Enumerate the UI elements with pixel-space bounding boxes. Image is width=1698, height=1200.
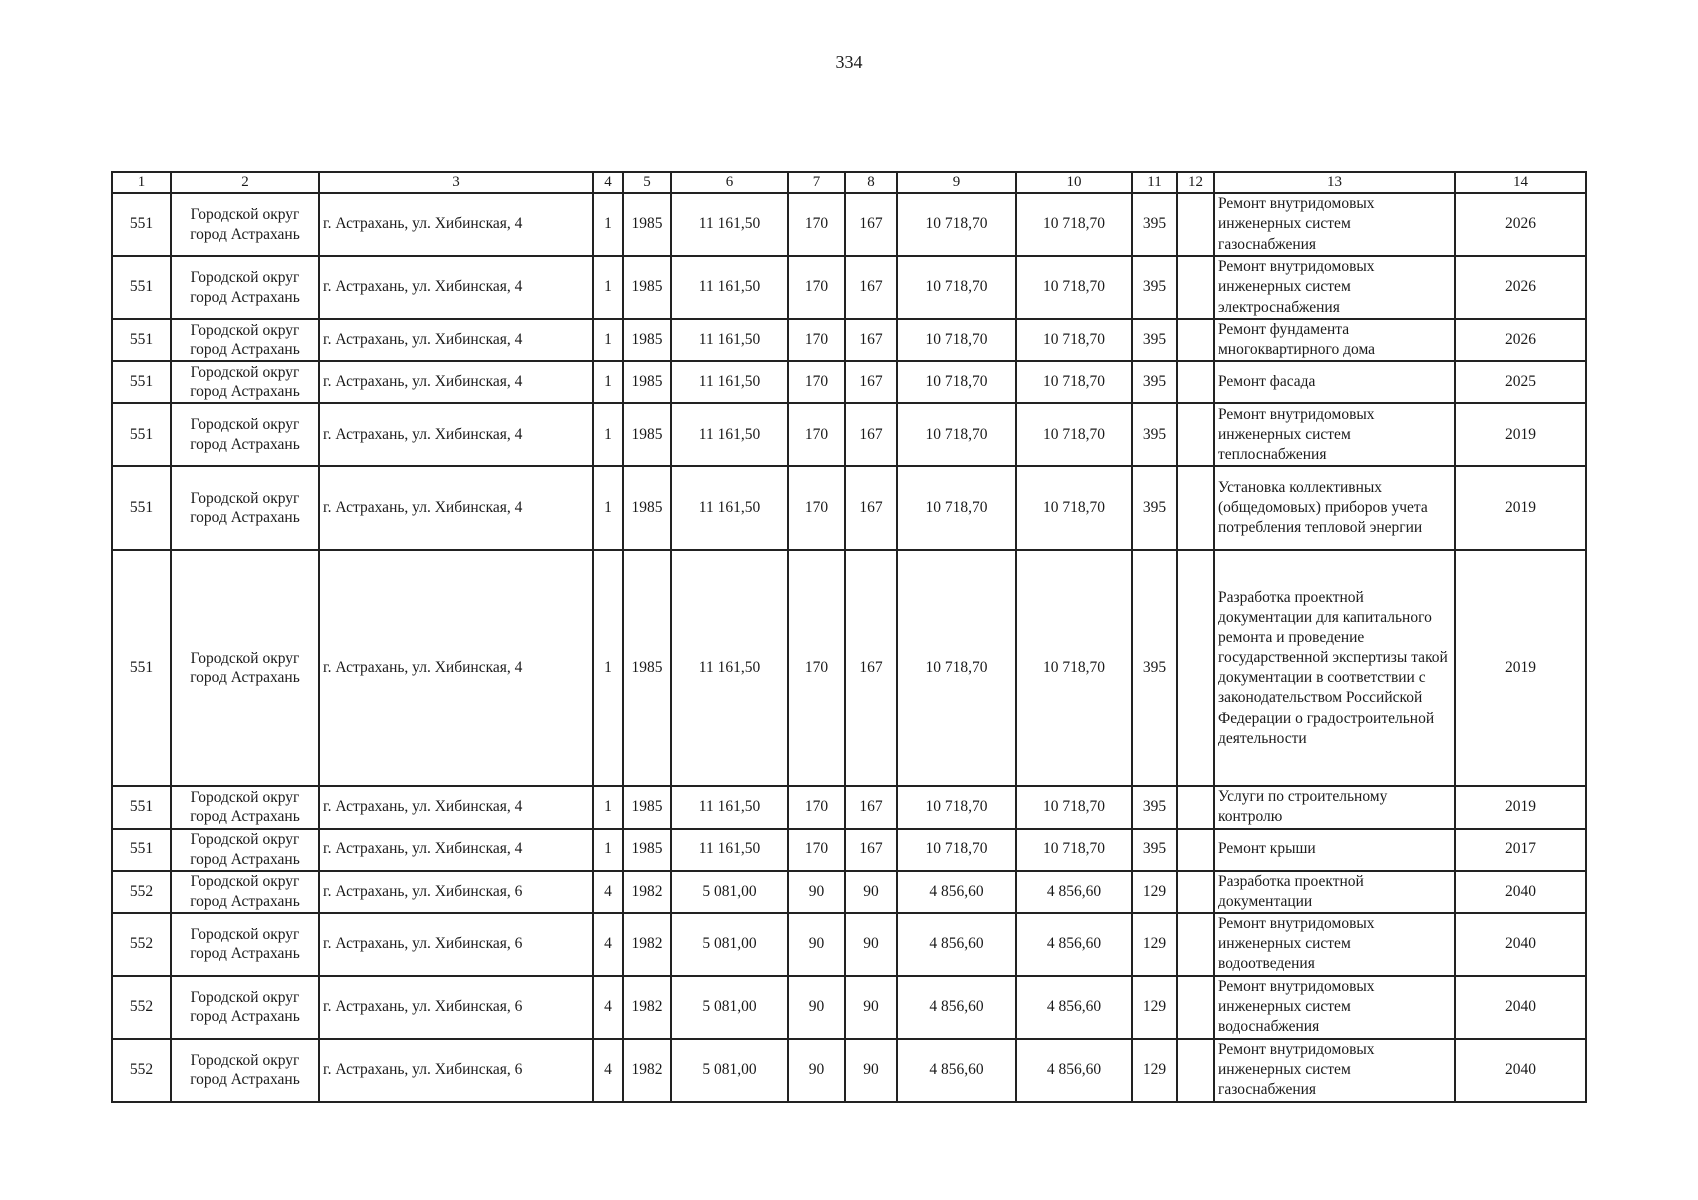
column-header-2: 2 xyxy=(171,172,319,193)
cell-col-8: 90 xyxy=(845,871,897,913)
cell-row-number: 551 xyxy=(112,466,171,550)
cell-col-8: 167 xyxy=(845,786,897,828)
cell-area-9: 4 856,60 xyxy=(897,913,1016,976)
cell-year-built: 1985 xyxy=(623,403,671,466)
cell-col-7: 170 xyxy=(788,466,845,550)
cell-area-10: 4 856,60 xyxy=(1016,1039,1132,1102)
cell-col-8: 167 xyxy=(845,193,897,256)
cell-col-12 xyxy=(1177,466,1214,550)
cell-municipality: Городской округ город Астрахань xyxy=(171,550,319,786)
cell-col-4: 1 xyxy=(593,193,623,256)
cell-col-4: 1 xyxy=(593,466,623,550)
cell-col-11: 129 xyxy=(1132,1039,1177,1102)
cell-area-10: 10 718,70 xyxy=(1016,319,1132,361)
cell-address: г. Астрахань, ул. Хибинская, 6 xyxy=(319,1039,593,1102)
cell-row-number: 551 xyxy=(112,361,171,403)
cell-planned-year: 2026 xyxy=(1455,319,1586,361)
column-header-3: 3 xyxy=(319,172,593,193)
table-row xyxy=(112,913,1586,976)
cell-area-10: 10 718,70 xyxy=(1016,829,1132,871)
cell-municipality: Городской округ город Астрахань xyxy=(171,403,319,466)
cell-total-area: 11 161,50 xyxy=(671,466,788,550)
cell-area-9: 10 718,70 xyxy=(897,403,1016,466)
table-row xyxy=(112,466,1586,550)
cell-col-7: 90 xyxy=(788,976,845,1039)
cell-row-number: 551 xyxy=(112,786,171,828)
cell-municipality: Городской округ город Астрахань xyxy=(171,829,319,871)
cell-area-9: 10 718,70 xyxy=(897,786,1016,828)
cell-col-12 xyxy=(1177,193,1214,256)
cell-col-12 xyxy=(1177,829,1214,871)
cell-year-built: 1985 xyxy=(623,466,671,550)
cell-col-7: 170 xyxy=(788,256,845,319)
column-header-1: 1 xyxy=(112,172,171,193)
cell-col-12 xyxy=(1177,403,1214,466)
cell-col-11: 395 xyxy=(1132,550,1177,786)
cell-col-8: 167 xyxy=(845,829,897,871)
cell-col-7: 170 xyxy=(788,403,845,466)
cell-address: г. Астрахань, ул. Хибинская, 4 xyxy=(319,829,593,871)
cell-col-12 xyxy=(1177,550,1214,786)
column-header-10: 10 xyxy=(1016,172,1132,193)
cell-year-built: 1985 xyxy=(623,193,671,256)
cell-area-9: 4 856,60 xyxy=(897,1039,1016,1102)
cell-total-area: 11 161,50 xyxy=(671,256,788,319)
cell-planned-year: 2019 xyxy=(1455,786,1586,828)
cell-col-4: 1 xyxy=(593,361,623,403)
table-row xyxy=(112,403,1586,466)
cell-area-9: 4 856,60 xyxy=(897,976,1016,1039)
cell-planned-year: 2019 xyxy=(1455,466,1586,550)
column-header-7: 7 xyxy=(788,172,845,193)
cell-col-12 xyxy=(1177,913,1214,976)
cell-total-area: 5 081,00 xyxy=(671,1039,788,1102)
cell-total-area: 11 161,50 xyxy=(671,550,788,786)
table-body xyxy=(112,193,1586,1102)
cell-year-built: 1985 xyxy=(623,829,671,871)
cell-municipality: Городской округ город Астрахань xyxy=(171,193,319,256)
cell-col-4: 4 xyxy=(593,976,623,1039)
cell-total-area: 11 161,50 xyxy=(671,361,788,403)
cell-area-10: 4 856,60 xyxy=(1016,913,1132,976)
cell-work-type: Ремонт внутридомовых инженерных систем водоснабжения xyxy=(1214,976,1455,1039)
cell-municipality: Городской округ город Астрахань xyxy=(171,786,319,828)
cell-work-type: Ремонт внутридомовых инженерных систем теплоснабжения xyxy=(1214,403,1455,466)
cell-municipality: Городской округ город Астрахань xyxy=(171,1039,319,1102)
table-row xyxy=(112,871,1586,913)
column-header-8: 8 xyxy=(845,172,897,193)
cell-year-built: 1982 xyxy=(623,871,671,913)
cell-col-11: 395 xyxy=(1132,786,1177,828)
cell-col-7: 170 xyxy=(788,550,845,786)
cell-col-11: 129 xyxy=(1132,913,1177,976)
cell-col-7: 170 xyxy=(788,786,845,828)
cell-row-number: 551 xyxy=(112,256,171,319)
cell-municipality: Городской округ город Астрахань xyxy=(171,319,319,361)
cell-row-number: 551 xyxy=(112,550,171,786)
cell-work-type: Установка коллективных (общедомовых) приборов учета потребления тепловой энергии xyxy=(1214,466,1455,550)
cell-col-11: 395 xyxy=(1132,319,1177,361)
cell-col-4: 1 xyxy=(593,256,623,319)
cell-address: г. Астрахань, ул. Хибинская, 6 xyxy=(319,871,593,913)
cell-address: г. Астрахань, ул. Хибинская, 4 xyxy=(319,466,593,550)
cell-col-11: 395 xyxy=(1132,256,1177,319)
cell-col-4: 4 xyxy=(593,1039,623,1102)
table-row xyxy=(112,786,1586,828)
cell-area-9: 10 718,70 xyxy=(897,193,1016,256)
cell-col-12 xyxy=(1177,976,1214,1039)
cell-municipality: Городской округ город Астрахань xyxy=(171,871,319,913)
cell-area-10: 10 718,70 xyxy=(1016,403,1132,466)
cell-col-12 xyxy=(1177,786,1214,828)
cell-work-type: Ремонт крыши xyxy=(1214,829,1455,871)
cell-col-11: 129 xyxy=(1132,871,1177,913)
cell-col-11: 129 xyxy=(1132,976,1177,1039)
cell-total-area: 5 081,00 xyxy=(671,976,788,1039)
cell-address: г. Астрахань, ул. Хибинская, 4 xyxy=(319,361,593,403)
cell-total-area: 5 081,00 xyxy=(671,871,788,913)
table-row xyxy=(112,829,1586,871)
cell-area-10: 10 718,70 xyxy=(1016,550,1132,786)
cell-area-9: 10 718,70 xyxy=(897,550,1016,786)
cell-col-7: 90 xyxy=(788,913,845,976)
cell-area-10: 4 856,60 xyxy=(1016,871,1132,913)
cell-work-type: Разработка проектной документации xyxy=(1214,871,1455,913)
cell-area-10: 10 718,70 xyxy=(1016,466,1132,550)
cell-row-number: 552 xyxy=(112,1039,171,1102)
cell-work-type: Ремонт внутридомовых инженерных систем электроснабжения xyxy=(1214,256,1455,319)
cell-year-built: 1982 xyxy=(623,913,671,976)
cell-area-10: 4 856,60 xyxy=(1016,976,1132,1039)
cell-year-built: 1985 xyxy=(623,256,671,319)
cell-col-4: 4 xyxy=(593,913,623,976)
cell-planned-year: 2025 xyxy=(1455,361,1586,403)
cell-work-type: Разработка проектной документации для капитального ремонта и проведение государственной экспертизы такой документации в соответствии с законодательством Российской Федерации о градостроительной деятельности xyxy=(1214,550,1455,786)
cell-col-8: 167 xyxy=(845,256,897,319)
cell-row-number: 551 xyxy=(112,403,171,466)
cell-planned-year: 2040 xyxy=(1455,976,1586,1039)
cell-planned-year: 2026 xyxy=(1455,193,1586,256)
cell-planned-year: 2017 xyxy=(1455,829,1586,871)
cell-area-10: 10 718,70 xyxy=(1016,361,1132,403)
cell-col-7: 90 xyxy=(788,1039,845,1102)
cell-col-7: 90 xyxy=(788,871,845,913)
cell-col-4: 1 xyxy=(593,550,623,786)
column-header-11: 11 xyxy=(1132,172,1177,193)
cell-col-8: 167 xyxy=(845,466,897,550)
column-header-6: 6 xyxy=(671,172,788,193)
cell-row-number: 551 xyxy=(112,319,171,361)
cell-area-9: 10 718,70 xyxy=(897,319,1016,361)
cell-municipality: Городской округ город Астрахань xyxy=(171,913,319,976)
cell-municipality: Городской округ город Астрахань xyxy=(171,256,319,319)
cell-col-7: 170 xyxy=(788,319,845,361)
cell-col-12 xyxy=(1177,361,1214,403)
cell-area-9: 4 856,60 xyxy=(897,871,1016,913)
cell-year-built: 1982 xyxy=(623,1039,671,1102)
cell-year-built: 1985 xyxy=(623,361,671,403)
cell-row-number: 552 xyxy=(112,871,171,913)
table-row xyxy=(112,1039,1586,1102)
cell-col-11: 395 xyxy=(1132,361,1177,403)
cell-area-9: 10 718,70 xyxy=(897,466,1016,550)
cell-planned-year: 2040 xyxy=(1455,1039,1586,1102)
cell-planned-year: 2019 xyxy=(1455,403,1586,466)
cell-col-12 xyxy=(1177,256,1214,319)
column-header-9: 9 xyxy=(897,172,1016,193)
cell-area-10: 10 718,70 xyxy=(1016,193,1132,256)
column-header-12: 12 xyxy=(1177,172,1214,193)
table-row xyxy=(112,361,1586,403)
cell-col-7: 170 xyxy=(788,361,845,403)
cell-work-type: Ремонт внутридомовых инженерных систем газоснабжения xyxy=(1214,193,1455,256)
cell-address: г. Астрахань, ул. Хибинская, 6 xyxy=(319,976,593,1039)
page-number: 334 xyxy=(835,52,863,72)
cell-col-11: 395 xyxy=(1132,193,1177,256)
cell-col-8: 167 xyxy=(845,550,897,786)
cell-year-built: 1985 xyxy=(623,550,671,786)
cell-total-area: 11 161,50 xyxy=(671,403,788,466)
cell-area-10: 10 718,70 xyxy=(1016,786,1132,828)
cell-col-7: 170 xyxy=(788,193,845,256)
cell-col-8: 90 xyxy=(845,976,897,1039)
cell-address: г. Астрахань, ул. Хибинская, 6 xyxy=(319,913,593,976)
cell-col-12 xyxy=(1177,319,1214,361)
cell-col-8: 167 xyxy=(845,361,897,403)
cell-address: г. Астрахань, ул. Хибинская, 4 xyxy=(319,550,593,786)
header-row xyxy=(112,172,1586,193)
cell-work-type: Ремонт фундамента многоквартирного дома xyxy=(1214,319,1455,361)
cell-col-7: 170 xyxy=(788,829,845,871)
cell-year-built: 1982 xyxy=(623,976,671,1039)
column-header-14: 14 xyxy=(1455,172,1586,193)
cell-work-type: Услуги по строительному контролю xyxy=(1214,786,1455,828)
cell-row-number: 551 xyxy=(112,829,171,871)
cell-address: г. Астрахань, ул. Хибинская, 4 xyxy=(319,319,593,361)
cell-year-built: 1985 xyxy=(623,786,671,828)
cell-col-4: 1 xyxy=(593,319,623,361)
cell-col-4: 4 xyxy=(593,871,623,913)
cell-municipality: Городской округ город Астрахань xyxy=(171,361,319,403)
table-header xyxy=(112,172,1586,193)
cell-address: г. Астрахань, ул. Хибинская, 4 xyxy=(319,256,593,319)
cell-col-4: 1 xyxy=(593,403,623,466)
column-header-5: 5 xyxy=(623,172,671,193)
cell-planned-year: 2026 xyxy=(1455,256,1586,319)
table-row xyxy=(112,319,1586,361)
cell-area-9: 10 718,70 xyxy=(897,829,1016,871)
cell-planned-year: 2040 xyxy=(1455,871,1586,913)
cell-year-built: 1985 xyxy=(623,319,671,361)
cell-total-area: 11 161,50 xyxy=(671,193,788,256)
cell-col-8: 90 xyxy=(845,1039,897,1102)
cell-row-number: 552 xyxy=(112,976,171,1039)
cell-address: г. Астрахань, ул. Хибинская, 4 xyxy=(319,403,593,466)
cell-col-8: 90 xyxy=(845,913,897,976)
cell-total-area: 11 161,50 xyxy=(671,829,788,871)
cell-total-area: 5 081,00 xyxy=(671,913,788,976)
cell-row-number: 551 xyxy=(112,193,171,256)
cell-municipality: Городской округ город Астрахань xyxy=(171,976,319,1039)
cell-planned-year: 2040 xyxy=(1455,913,1586,976)
cell-total-area: 11 161,50 xyxy=(671,786,788,828)
cell-row-number: 552 xyxy=(112,913,171,976)
cell-col-11: 395 xyxy=(1132,403,1177,466)
repair-schedule-table xyxy=(111,171,1587,1103)
cell-area-9: 10 718,70 xyxy=(897,256,1016,319)
cell-col-11: 395 xyxy=(1132,466,1177,550)
cell-area-9: 10 718,70 xyxy=(897,361,1016,403)
cell-col-12 xyxy=(1177,1039,1214,1102)
column-header-13: 13 xyxy=(1214,172,1455,193)
table-row xyxy=(112,256,1586,319)
table-row xyxy=(112,976,1586,1039)
cell-col-8: 167 xyxy=(845,319,897,361)
cell-address: г. Астрахань, ул. Хибинская, 4 xyxy=(319,193,593,256)
cell-col-12 xyxy=(1177,871,1214,913)
cell-work-type: Ремонт внутридомовых инженерных систем газоснабжения xyxy=(1214,1039,1455,1102)
column-header-4: 4 xyxy=(593,172,623,193)
table-row xyxy=(112,193,1586,256)
cell-col-4: 1 xyxy=(593,829,623,871)
cell-work-type: Ремонт внутридомовых инженерных систем водоотведения xyxy=(1214,913,1455,976)
cell-total-area: 11 161,50 xyxy=(671,319,788,361)
cell-col-11: 395 xyxy=(1132,829,1177,871)
cell-planned-year: 2019 xyxy=(1455,550,1586,786)
cell-address: г. Астрахань, ул. Хибинская, 4 xyxy=(319,786,593,828)
cell-col-8: 167 xyxy=(845,403,897,466)
cell-municipality: Городской округ город Астрахань xyxy=(171,466,319,550)
table-row xyxy=(112,550,1586,786)
cell-col-4: 1 xyxy=(593,786,623,828)
cell-work-type: Ремонт фасада xyxy=(1214,361,1455,403)
cell-area-10: 10 718,70 xyxy=(1016,256,1132,319)
